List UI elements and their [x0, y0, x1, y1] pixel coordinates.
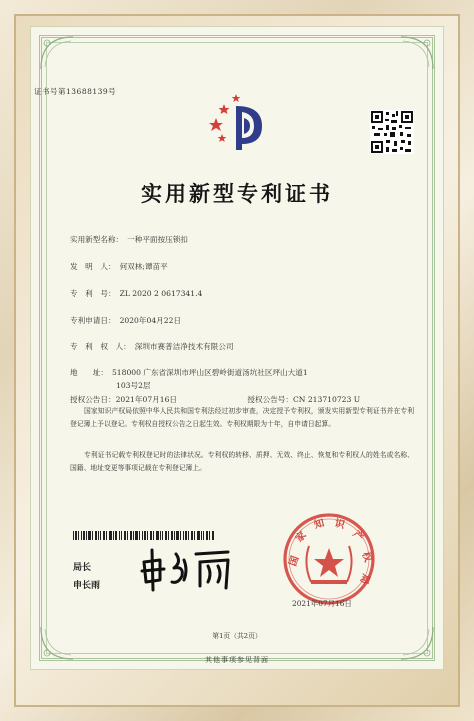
director-title: 局长 [73, 563, 92, 573]
grant-number-label: 授权公告号： [247, 395, 293, 404]
svg-text:知: 知 [313, 517, 326, 532]
certificate-number: 证书号第13688139号 [34, 87, 117, 96]
seal-date: 2021年07月16日 [292, 599, 352, 608]
field-label: 实用新型名称： [70, 235, 124, 244]
svg-text:局: 局 [357, 572, 372, 586]
grant-date-label: 授权公告日： [70, 395, 116, 404]
field-label: 专利申请日： [70, 316, 116, 325]
svg-text:识: 识 [333, 517, 346, 532]
field-value: ZL 2020 2 0617341.4 [119, 289, 203, 298]
field-inventor [70, 261, 168, 272]
field-patent-number [70, 288, 202, 299]
grant-info [70, 394, 360, 405]
barcode-icon [73, 525, 215, 534]
field-value: 深圳市赛普洁净技术有限公司 [134, 342, 234, 351]
field-label: 发 明 人： [70, 262, 116, 271]
field-value: 一种平面按压锁扣 [127, 235, 188, 244]
qr-code-icon [370, 110, 414, 154]
certificate-title: 实用新型专利证书 [141, 181, 333, 206]
grant-date-value: 2021年07月16日 [115, 395, 177, 404]
field-address-line2: 103号2层 [116, 381, 151, 390]
field-patentee [70, 341, 233, 352]
grant-number-value: CN 213710723 U [292, 395, 361, 404]
handwritten-signature [138, 546, 238, 592]
svg-text:权: 权 [359, 550, 374, 564]
legal-paragraph-1: 国家知识产权局依照中华人民共和国专利法经过初步审查，决定授予专利权，颁发实用新型专利证书并在专利登记簿上予以登记。专利权自授权公告之日起生效。专利权期限为十年，自申请日起算。 [70, 407, 414, 429]
svg-text:家: 家 [293, 529, 309, 545]
director-name: 申长雨 [73, 581, 101, 591]
field-label: 专 利 权 人： [70, 342, 131, 351]
field-address [70, 367, 308, 378]
official-seal-icon [282, 512, 376, 606]
legal-paragraph-2: 专利证书记载专利权登记时的法律状况。专利权的转移、质押、无效、终止、恢复和专利权人的姓名或名称、国籍、地址变更等事项记载在专利登记簿上。 [70, 451, 414, 473]
svg-text:产: 产 [350, 528, 366, 544]
corner-ornament-top-left [37, 33, 77, 73]
page-number: 第1页（共2页） [212, 632, 262, 640]
field-label: 专 利 号： [70, 289, 116, 298]
field-value: 2020年04月22日 [119, 316, 181, 325]
svg-text:国: 国 [287, 554, 302, 568]
field-application-date [70, 315, 181, 326]
corner-ornament-top-right [397, 33, 437, 73]
field-value: 何双林;谭苗平 [119, 262, 168, 271]
field-value: 518000 广东省深圳市坪山区碧岭街道汤坑社区坪山大道1 [111, 368, 308, 377]
field-utility-model-name [70, 234, 188, 245]
back-note: 其他事项参见背面 [205, 656, 269, 664]
cnipa-emblem-icon [202, 82, 268, 156]
field-label: 地 址： [70, 368, 108, 377]
